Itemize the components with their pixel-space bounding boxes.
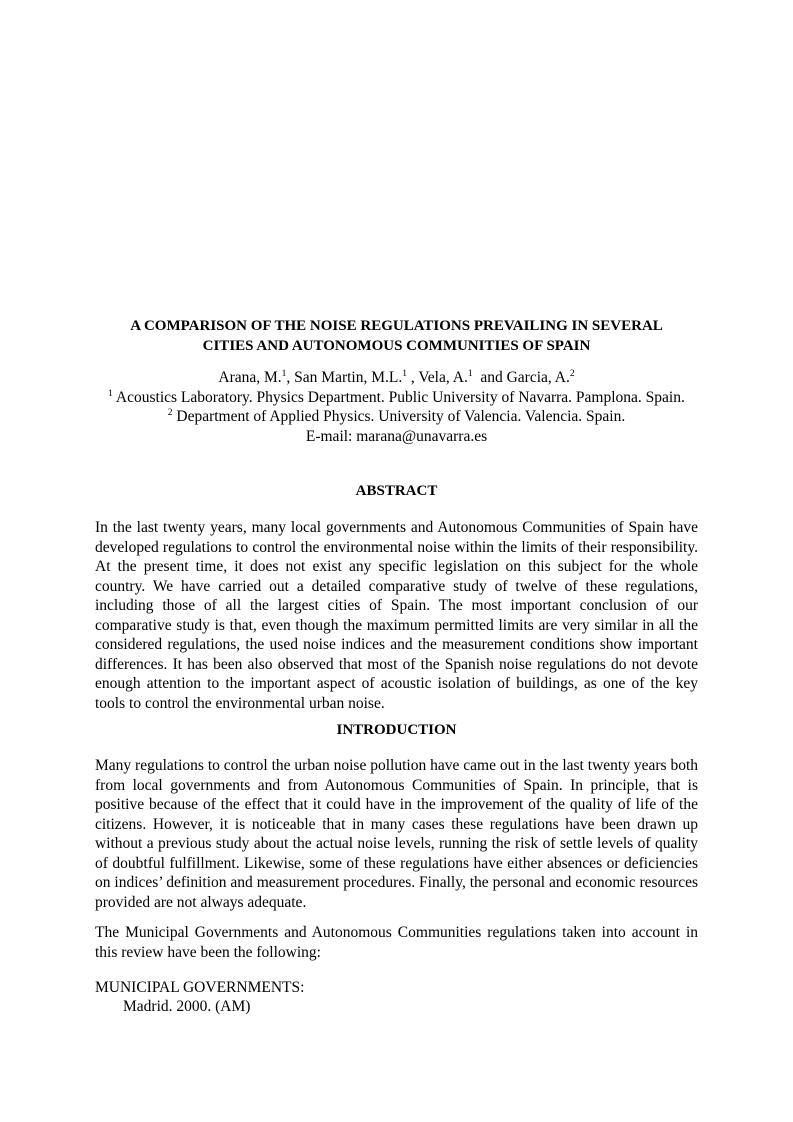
affiliation-mark: 2 [167,408,173,418]
list-item: Madrid. 2000. (AM) [123,998,251,1015]
introduction-paragraph-2: The Municipal Governments and Autonomous Communities regulations taken into account in this review have been the following: [95,924,698,961]
author-block [60,368,733,446]
author-name: and Garcia, A. [472,369,570,386]
affiliation-mark: 1 [108,388,113,399]
paper-title [95,316,698,356]
author-name: , Vela, A. [406,369,468,386]
title-line-2: CITIES AND AUTONOMOUS COMMUNITIES OF SPAIN [202,338,591,354]
author-affiliation-mark: 1 [281,369,287,379]
author-name: , San Martin, M.L. [286,369,403,386]
author-affiliation-mark: 2 [569,369,575,379]
abstract-text: In the last twenty years, many local governments and Autonomous Communities of Spain have developed regulations to control the environmental noise within the limits of their responsibility. At the present time, it does not exist any specific legislation on this subject for the whole country. We have carried out a detailed comparative study of twelve of these regulations, including those of all the largest cities of Spain. The most important conclusion of our comparative study is that, even though the maximum permitted limits are very similar in all the considered regulations, the used noise indices and the measurement conditions show important differences. It has been also observed that most of the Spanish noise regulations do not devote enough attention to the important aspect of acoustic isolation of buildings, as one of the key tools to control the environmental urban noise. [95,519,698,712]
abstract-heading: ABSTRACT [355,483,438,499]
affiliation-text: Department of Applied Physics. University of Valencia. Valencia. Spain. [172,408,626,425]
list-heading: MUNICIPAL GOVERNMENTS: [95,979,305,996]
author-name: Arana, M. [218,369,282,386]
contact-email: E-mail: marana@unavarra.es [305,427,488,445]
title-line-1: A COMPARISON OF THE NOISE REGULATIONS PREVAILING IN SEVERAL [130,318,663,334]
introduction-heading: INTRODUCTION [336,722,457,738]
affiliation-text: Acoustics Laboratory. Physics Department. Public University of Navarra. Pamplona. Spain. [112,388,685,406]
affiliation-1 [60,388,733,408]
author-list [60,368,733,388]
introduction-paragraph-1: Many regulations to control the urban noise pollution have came out in the last twenty years both from local governments and from Autonomous Communities of Spain. In principle, that is positive because of the effect that it could have in the improvement of the quality of life of the citizens. However, it is noticeable that in many cases these regulations have been drawn up without a previous study about the actual noise levels, running the risk of settle levels of quality of doubtful fulfillment. Likewise, some of these regulations have either absences or deficiencies on indices’ definition and measurement procedures. Finally, the personal and economic resources provided are not always adequate. [95,757,698,911]
affiliation-2 [60,407,733,427]
author-affiliation-mark: 1 [467,369,473,379]
author-affiliation-mark: 1 [402,369,407,379]
